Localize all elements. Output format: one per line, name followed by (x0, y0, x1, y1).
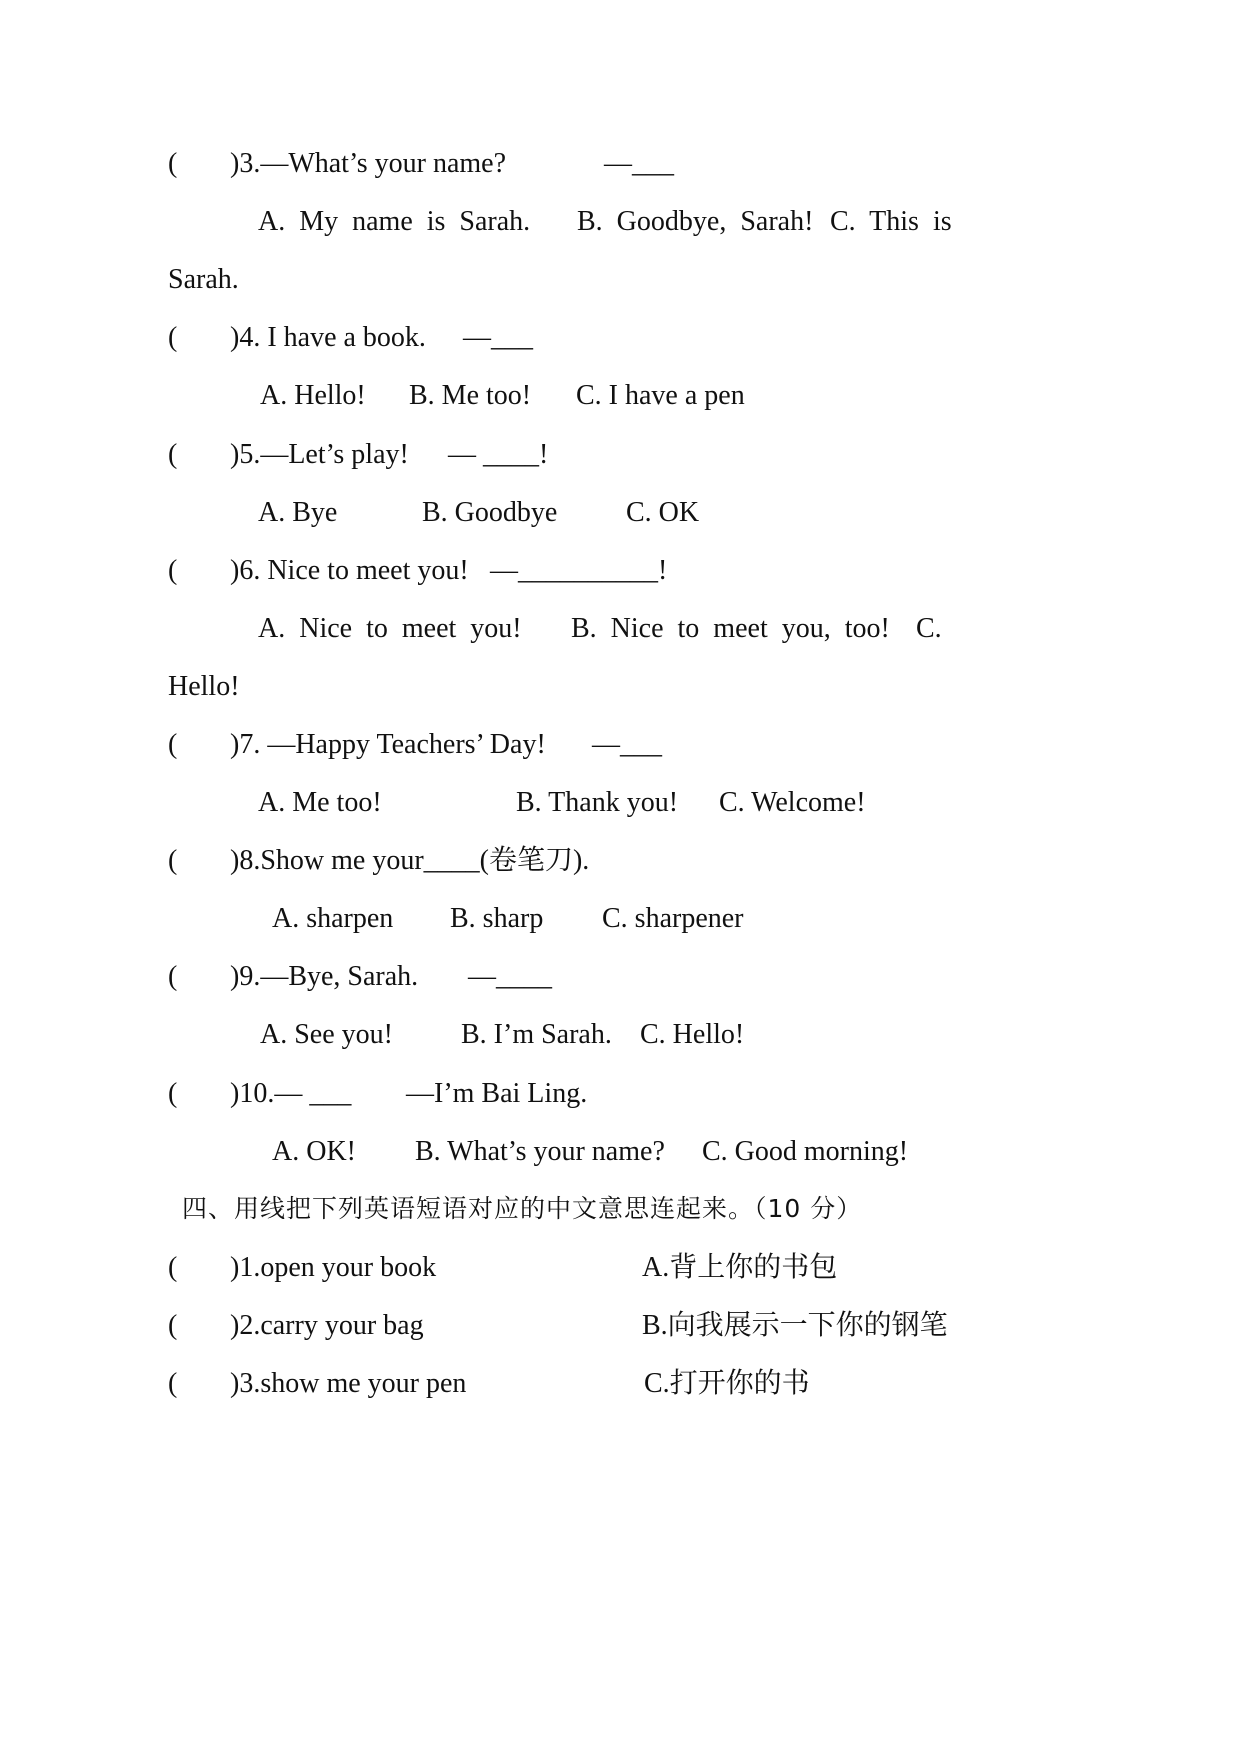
answer-bracket: ( (168, 729, 178, 760)
option-c: C. This is (830, 206, 952, 237)
option-a: A. See you! (260, 1019, 393, 1050)
question-stem: )7. —Happy Teachers’ Day! (230, 729, 546, 760)
option-c: C. Hello! (640, 1019, 745, 1050)
reply-blank: — ____! (448, 439, 549, 470)
option-a: A. Hello! (260, 380, 366, 411)
section-heading: 四、用线把下列英语短语对应的中文意思连起来。（10 分） (182, 1194, 863, 1223)
answer-bracket: ( (168, 961, 178, 992)
option-c: C. Good morning! (702, 1136, 909, 1167)
option-c: C. sharpener (602, 903, 744, 934)
chinese-meaning: B.向我展示一下你的钢笔 (642, 1310, 948, 1341)
question-stem: )9.—Bye, Sarah. (230, 961, 419, 992)
option-b: B. Thank you! (516, 787, 679, 818)
chinese-meaning: C.打开你的书 (644, 1368, 810, 1399)
option-b: B. Nice to meet you, too! (571, 613, 890, 644)
english-phrase: )3.show me your pen (230, 1368, 467, 1399)
question-stem: )3.—What’s your name? (230, 148, 507, 179)
option-a: A. Nice to meet you! (258, 613, 522, 644)
reply-blank: —___ (463, 322, 533, 353)
reply-blank: —___ (604, 148, 674, 179)
option-c-continued: Hello! (168, 671, 240, 702)
reply-blank: —____ (468, 961, 552, 992)
question-stem: )6. Nice to meet you! (230, 555, 469, 586)
option-b: B. Goodbye, Sarah! (577, 206, 814, 237)
answer-bracket: ( (168, 555, 178, 586)
option-a: A. Bye (258, 497, 338, 528)
question-stem: )10.— ___ (230, 1078, 352, 1109)
reply-blank: —__________! (490, 555, 668, 586)
chinese-meaning: A.背上你的书包 (642, 1252, 838, 1283)
option-b: B. Goodbye (422, 497, 558, 528)
question-stem: )4. I have a book. (230, 322, 426, 353)
answer-bracket: ( (168, 1252, 178, 1283)
option-b: B. I’m Sarah. (461, 1019, 612, 1050)
option-b: B. What’s your name? (415, 1136, 665, 1167)
english-phrase: )1.open your book (230, 1252, 437, 1283)
option-a: A. sharpen (272, 903, 394, 934)
option-a: A. Me too! (258, 787, 382, 818)
option-a: A. OK! (272, 1136, 356, 1167)
answer-bracket: ( (168, 1310, 178, 1341)
option-b: B. sharp (450, 903, 544, 934)
english-phrase: )2.carry your bag (230, 1310, 424, 1341)
question-stem: )5.—Let’s play! (230, 439, 409, 470)
option-c: C. I have a pen (576, 380, 745, 411)
answer-bracket: ( (168, 148, 178, 179)
reply-blank: —___ (592, 729, 662, 760)
question-stem: )8.Show me your____(卷笔刀). (230, 845, 590, 876)
reply-text: —I’m Bai Ling. (406, 1078, 588, 1109)
answer-bracket: ( (168, 322, 178, 353)
option-c: C. OK (626, 497, 700, 528)
answer-bracket: ( (168, 1368, 178, 1399)
option-c: C. Welcome! (719, 787, 866, 818)
answer-bracket: ( (168, 845, 178, 876)
answer-bracket: ( (168, 1078, 178, 1109)
answer-bracket: ( (168, 439, 178, 470)
option-c-continued: Sarah. (168, 264, 239, 295)
option-b: B. Me too! (409, 380, 532, 411)
option-c: C. (916, 613, 942, 644)
option-a: A. My name is Sarah. (258, 206, 531, 237)
